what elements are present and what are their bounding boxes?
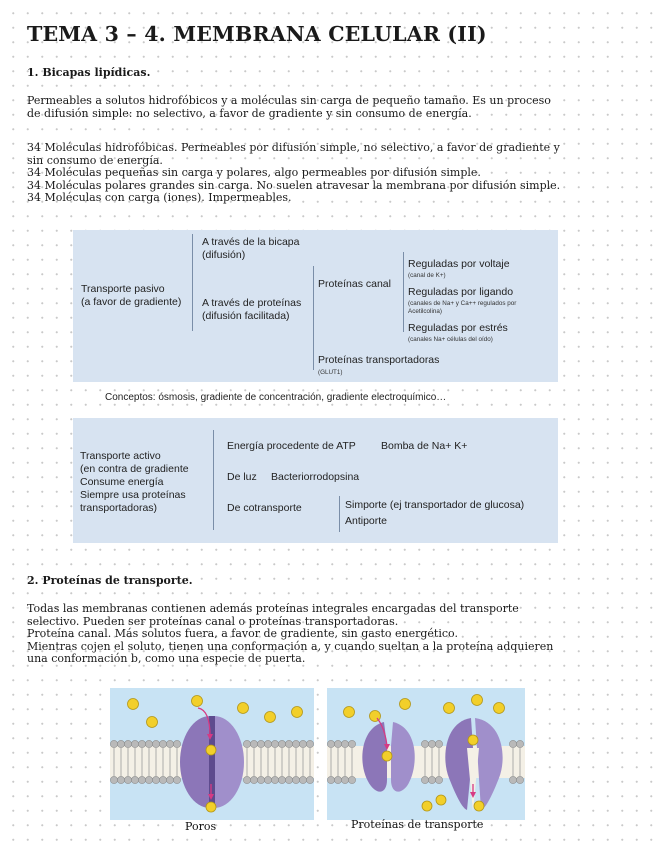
bilayer-branch [202, 236, 299, 262]
ligand-note [408, 300, 516, 316]
pore-caption: Poros [185, 820, 217, 833]
voltage-note: (canal de K+) [408, 272, 446, 279]
passive-transport-diagram [73, 230, 558, 382]
intro-line: Permeables a solutos hidrofóbicos y a moléculas sin carga de pequeño tamaño. Es un proceso [27, 94, 551, 107]
active-root-line: Siempre usa proteínas [80, 489, 186, 501]
active-root-line: transportadoras) [80, 502, 158, 514]
passive-root-line: Transporte pasivo [81, 283, 165, 295]
channel-proteins: Proteínas canal [318, 278, 391, 290]
bacteriorhodopsin: Bacteriorrodopsina [271, 471, 360, 483]
na-k-pump: Bomba de Na+ K+ [381, 440, 468, 452]
stress-note: (canales Na+ células del oído) [408, 336, 493, 343]
ligand-note-line: (canales de Na+ y Ca++ regulados por [408, 300, 517, 307]
active-root-line: (en contra de gradiente [80, 463, 189, 475]
proteins-line: A través de proteínas [202, 297, 302, 309]
ligand-note-line: Acetilcolina) [408, 308, 442, 315]
section-1-intro [27, 95, 637, 120]
carrier-caption: Proteínas de transporte [351, 818, 484, 831]
active-root-line: Transporte activo [80, 450, 161, 462]
channel-divider [403, 252, 404, 332]
bullet-line: sin consumo de energía. [27, 153, 163, 167]
passive-root [81, 283, 181, 309]
concepts-line: Conceptos: ósmosis, gradiente de concentración, gradiente electroquímico… [105, 392, 447, 403]
proteins-line: (difusión facilitada) [202, 310, 290, 322]
paragraph-line: Proteína canal. Más solutos fuera, a favor de gradiente, sin gasto energético. [27, 627, 458, 640]
light-energy: De luz [227, 471, 257, 483]
cotransport: De cotransporte [227, 502, 302, 514]
section-2-heading: 2. Proteínas de transporte. [27, 574, 193, 587]
paragraph-line: Mientras cojen el soluto, tienen una conformación a, y cuando sueltan a la proteína adquieren [27, 639, 554, 653]
section-1-heading: 1. Bicapas lipídicas. [27, 66, 151, 79]
paragraph-line: Todas las membranas contienen además proteínas integrales encargadas del transporte [27, 602, 519, 615]
page-title: TEMA 3 – 4. MEMBRANA CELULAR (II) [27, 22, 487, 46]
ligand-gated: Reguladas por ligando [408, 286, 514, 298]
active-root [80, 450, 189, 515]
section-2-paragraph [27, 603, 637, 666]
bullet-line: 34 Moléculas hidrofóbicas. Permeables por difusión simple, no selectivo, a favor de gradiente y [27, 141, 560, 154]
carrier-proteins: Proteínas transportadoras [318, 354, 440, 366]
section-1-bullets [27, 142, 637, 205]
antiport: Antiporte [345, 515, 388, 527]
proteins-divider [313, 266, 314, 370]
bilayer-line: (difusión) [202, 249, 246, 261]
voltage-gated: Reguladas por voltaje [408, 258, 510, 270]
proteins-branch [202, 297, 301, 323]
carrier-figure [327, 688, 525, 820]
bullet-line: 34 Moléculas polares grandes sin carga. No suelen atravesar la membrana por difusión simple. [27, 178, 561, 192]
paragraph-line: selectivo. Pueden ser proteínas canal o proteínas transportadoras. [27, 614, 399, 628]
symport: Simporte (ej transportador de glucosa) [345, 499, 525, 511]
active-divider [213, 430, 214, 530]
active-root-line: Consume energía [80, 476, 164, 488]
paragraph-line: una conformación b, como una especie de puerta. [27, 652, 306, 665]
cotransport-divider [339, 496, 340, 532]
atp-energy: Energía procedente de ATP [227, 440, 356, 452]
carrier-note: (GLUT1) [318, 369, 343, 376]
passive-divider [192, 234, 193, 331]
bullet-line: 34 Moléculas con carga (iones). Impermeables. [27, 191, 292, 204]
pore-figure [110, 688, 314, 820]
intro-line: de difusión simple: no selectivo, a favor de gradiente y sin consumo de energía. [27, 106, 472, 120]
bullet-line: 34 Moléculas pequeñas sin carga y polares, algo permeables por difusión simple. [27, 166, 481, 179]
bilayer-line: A través de la bicapa [202, 236, 300, 248]
passive-root-line: (a favor de gradiente) [81, 296, 182, 308]
stress-gated: Reguladas por estrés [408, 322, 508, 334]
active-transport-diagram [73, 418, 558, 543]
